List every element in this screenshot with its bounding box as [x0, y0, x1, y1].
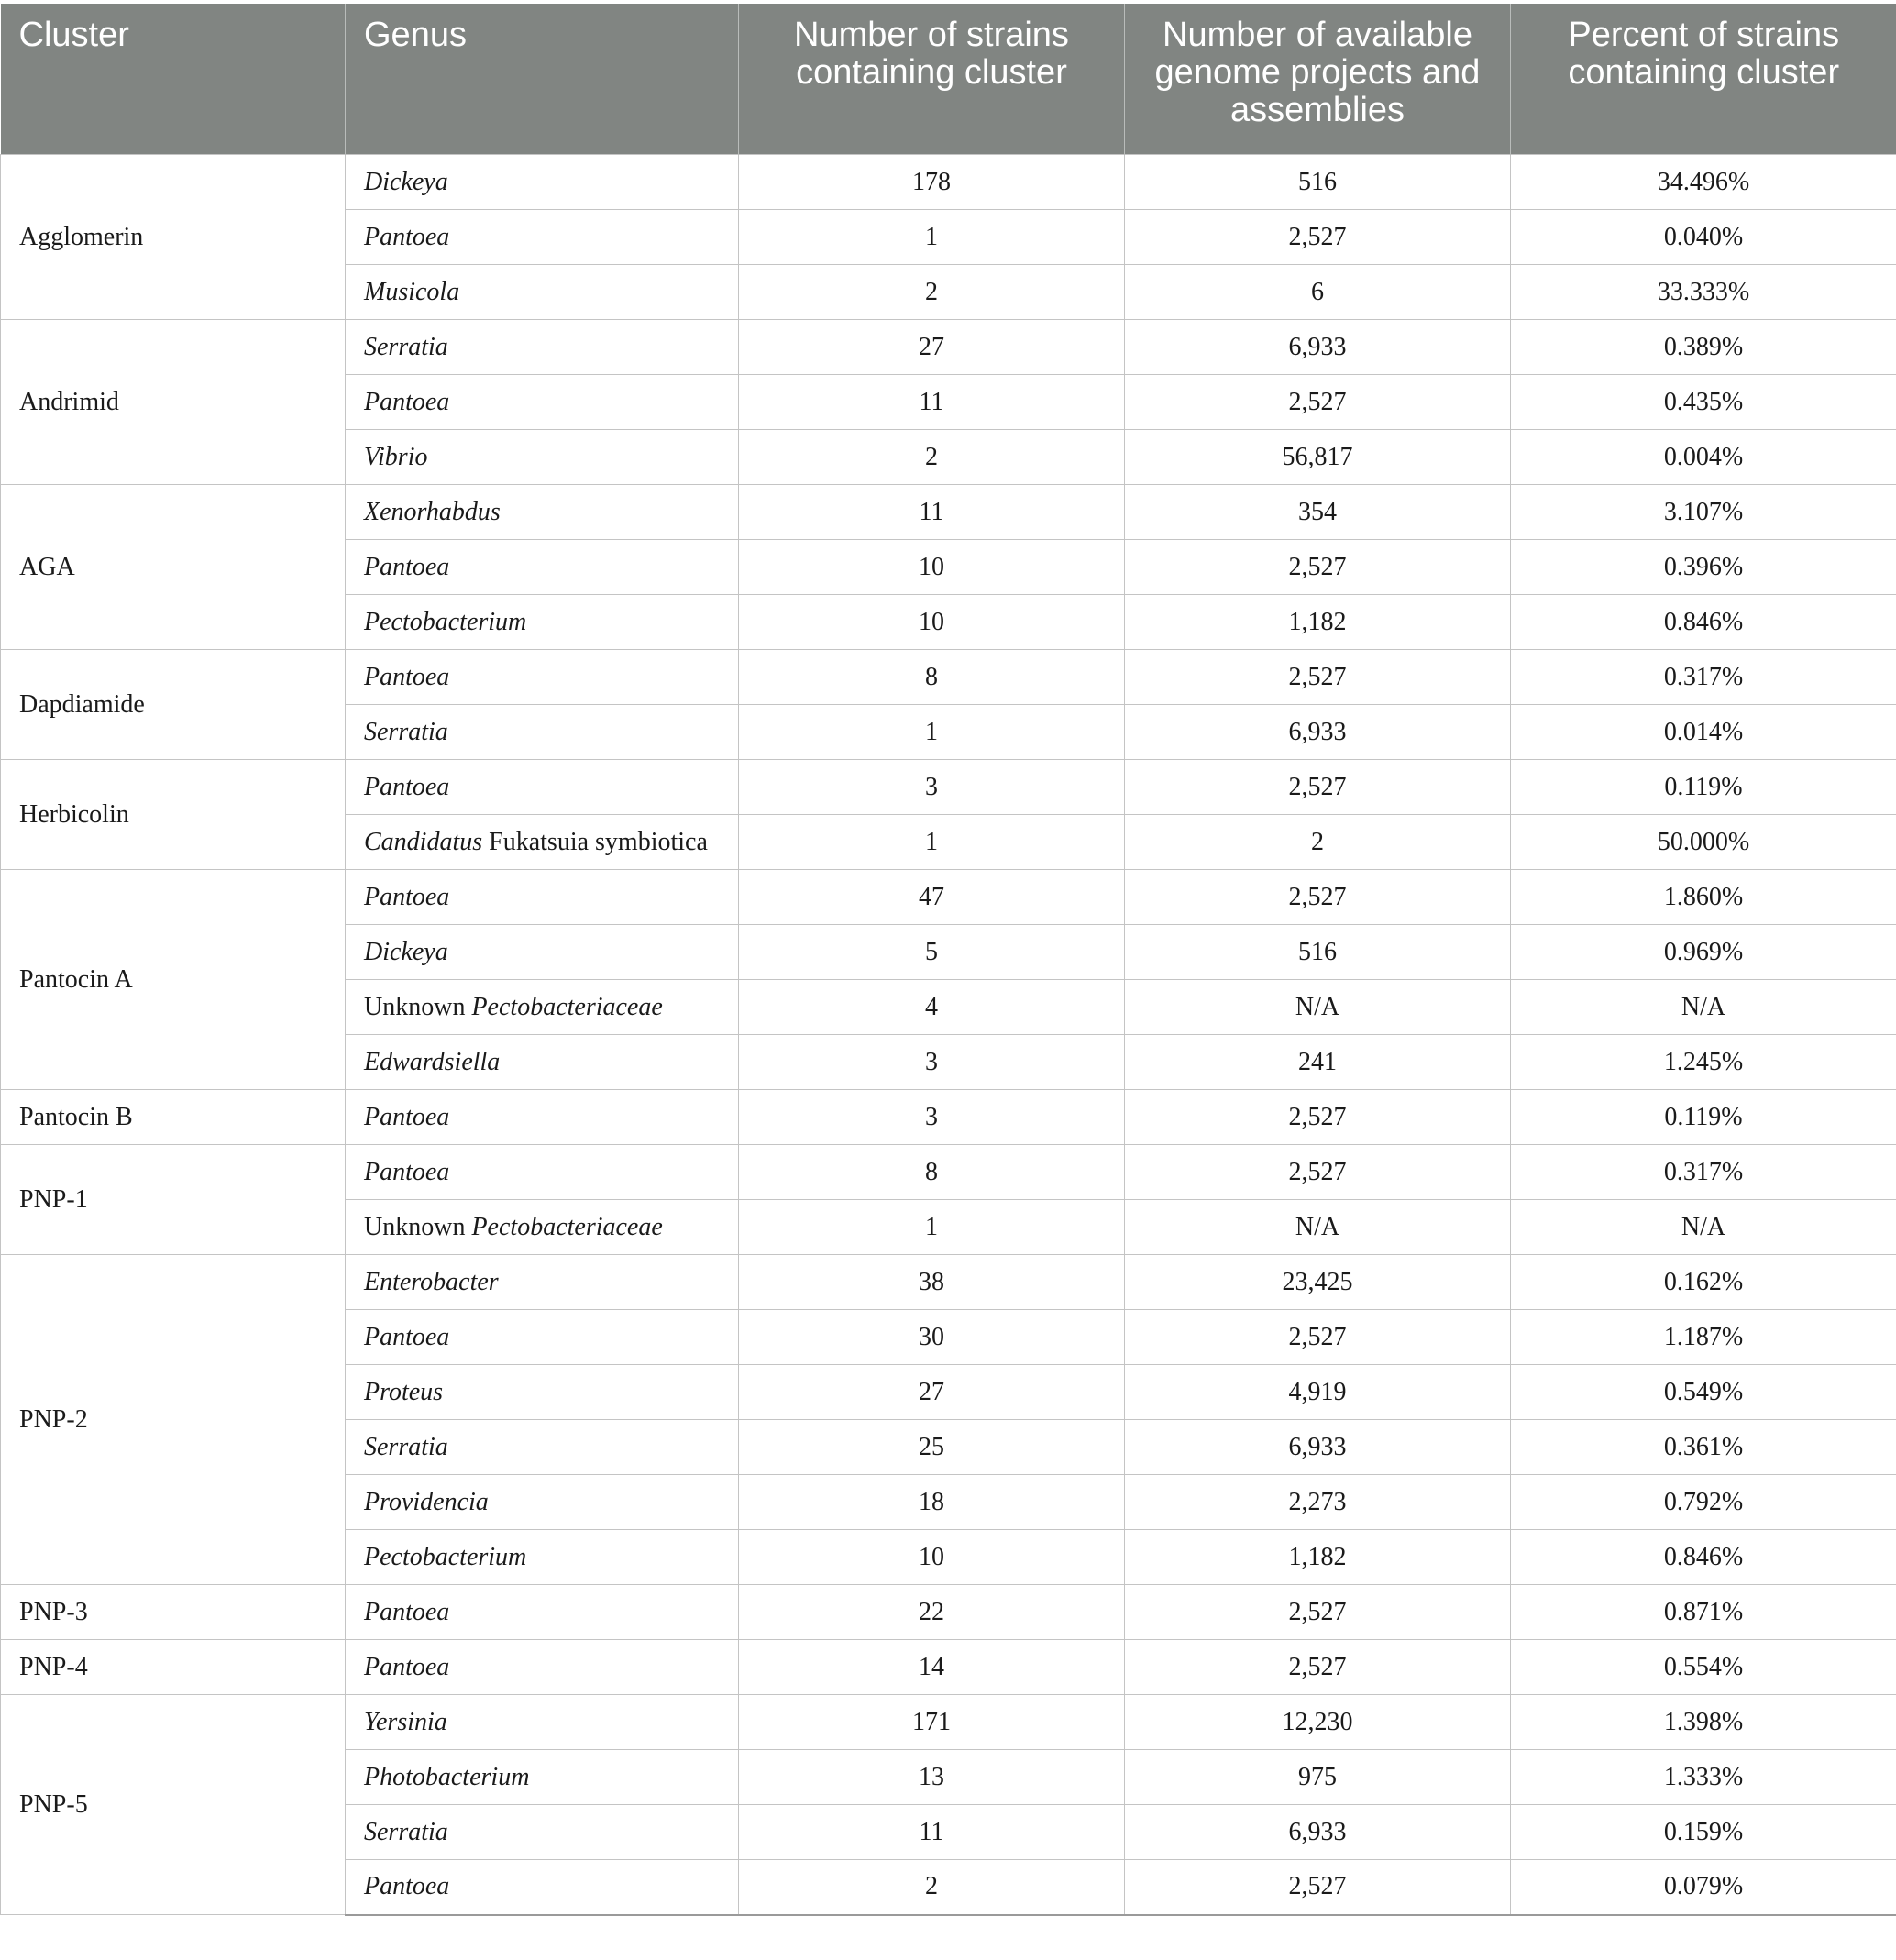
strains-cell: 25	[739, 1420, 1125, 1475]
cluster-name-cell: PNP-2	[1, 1255, 346, 1585]
percent-cell: 0.549%	[1511, 1365, 1896, 1420]
genus-italic: Enterobacter	[364, 1267, 499, 1296]
genus-cell	[346, 815, 739, 870]
percent-cell: 1.187%	[1511, 1310, 1896, 1365]
genomes-cell: 2,527	[1125, 1640, 1511, 1695]
percent-cell: 0.014%	[1511, 705, 1896, 760]
percent-cell: N/A	[1511, 980, 1896, 1035]
genomes-cell: N/A	[1125, 1200, 1511, 1255]
genomes-cell: 516	[1125, 155, 1511, 210]
genus-cell	[346, 595, 739, 650]
genus-italic: Pantoea	[364, 552, 450, 581]
strains-cell: 47	[739, 870, 1125, 925]
percent-cell: 0.162%	[1511, 1255, 1896, 1310]
genus-italic: Serratia	[364, 717, 448, 746]
genomes-cell: 6,933	[1125, 1420, 1511, 1475]
header-genus: Genus	[346, 4, 739, 155]
table-header	[1, 4, 1896, 155]
percent-cell: 0.846%	[1511, 1530, 1896, 1585]
genus-cell	[346, 210, 739, 265]
percent-cell: 0.969%	[1511, 925, 1896, 980]
strains-cell: 3	[739, 760, 1125, 815]
genus-italic: Pantoea	[364, 222, 450, 251]
percent-cell: 0.079%	[1511, 1860, 1896, 1915]
genomes-cell: 2,527	[1125, 375, 1511, 430]
genomes-cell: 2,527	[1125, 1310, 1511, 1365]
strains-cell: 10	[739, 595, 1125, 650]
percent-cell: 1.245%	[1511, 1035, 1896, 1090]
percent-cell: 0.119%	[1511, 760, 1896, 815]
genomes-cell: 2	[1125, 815, 1511, 870]
cluster-name-cell: PNP-1	[1, 1145, 346, 1255]
genus-italic: Proteus	[364, 1377, 444, 1406]
genus-italic: Pantoea	[364, 772, 450, 801]
genus-suffix: Fukatsuia symbiotica	[482, 827, 708, 856]
strains-cell: 10	[739, 1530, 1125, 1585]
strains-cell: 3	[739, 1090, 1125, 1145]
genus-italic: Pantoea	[364, 1322, 450, 1351]
genus-italic: Pantoea	[364, 1652, 450, 1681]
genomes-cell: 2,273	[1125, 1475, 1511, 1530]
percent-cell: 34.496%	[1511, 155, 1896, 210]
header-strains: Number of strains containing cluster	[739, 4, 1125, 155]
genus-cell	[346, 980, 739, 1035]
genomes-cell: 56,817	[1125, 430, 1511, 485]
genus-cell	[346, 925, 739, 980]
cluster-name-cell: Pantocin B	[1, 1090, 346, 1145]
strains-cell: 11	[739, 1805, 1125, 1860]
strains-cell: 18	[739, 1475, 1125, 1530]
header-percent: Percent of strains containing cluster	[1511, 4, 1896, 155]
genus-cell	[346, 1145, 739, 1200]
genus-italic: Pantoea	[364, 387, 450, 416]
genomes-cell: 516	[1125, 925, 1511, 980]
strains-cell: 11	[739, 485, 1125, 540]
genus-italic: Pantoea	[364, 662, 450, 691]
genomes-cell: 2,527	[1125, 650, 1511, 705]
percent-cell: 1.398%	[1511, 1695, 1896, 1750]
genus-cell	[346, 1310, 739, 1365]
strains-cell: 1	[739, 815, 1125, 870]
percent-cell: 0.004%	[1511, 430, 1896, 485]
strains-cell: 27	[739, 1365, 1125, 1420]
genomes-cell: 2,527	[1125, 540, 1511, 595]
strains-cell: 13	[739, 1750, 1125, 1805]
genomes-cell: 2,527	[1125, 1090, 1511, 1145]
strains-cell: 1	[739, 1200, 1125, 1255]
genomes-cell: 2,527	[1125, 870, 1511, 925]
percent-cell: 3.107%	[1511, 485, 1896, 540]
strains-cell: 3	[739, 1035, 1125, 1090]
percent-cell: 0.435%	[1511, 375, 1896, 430]
table-row	[1, 1585, 1896, 1640]
cluster-name-cell: Herbicolin	[1, 760, 346, 870]
genus-italic: Pectobacterium	[364, 1542, 527, 1571]
percent-cell: 0.396%	[1511, 540, 1896, 595]
strains-cell: 14	[739, 1640, 1125, 1695]
genus-cell	[346, 1365, 739, 1420]
table-row	[1, 1640, 1896, 1695]
genomes-cell: 6,933	[1125, 705, 1511, 760]
genus-italic: Pantoea	[364, 1597, 450, 1626]
strains-cell: 5	[739, 925, 1125, 980]
percent-cell: 0.389%	[1511, 320, 1896, 375]
genomes-cell: 23,425	[1125, 1255, 1511, 1310]
genomes-cell: N/A	[1125, 980, 1511, 1035]
genus-cell	[346, 1255, 739, 1310]
cluster-name-cell: PNP-4	[1, 1640, 346, 1695]
genus-cell	[346, 870, 739, 925]
genus-italic: Musicola	[364, 277, 460, 306]
genus-cell	[346, 375, 739, 430]
table-row	[1, 320, 1896, 375]
genus-cell	[346, 1805, 739, 1860]
percent-cell: 0.554%	[1511, 1640, 1896, 1695]
strains-cell: 8	[739, 650, 1125, 705]
percent-cell: 0.317%	[1511, 650, 1896, 705]
genus-cell	[346, 1640, 739, 1695]
genus-italic: Pantoea	[364, 882, 450, 911]
table-row	[1, 485, 1896, 540]
strains-cell: 10	[739, 540, 1125, 595]
strains-cell: 11	[739, 375, 1125, 430]
strains-cell: 171	[739, 1695, 1125, 1750]
percent-cell: 33.333%	[1511, 265, 1896, 320]
genus-cell	[346, 1750, 739, 1805]
genus-italic: Dickeya	[364, 167, 448, 196]
genus-cell	[346, 1530, 739, 1585]
percent-cell: 0.317%	[1511, 1145, 1896, 1200]
percent-cell: 0.361%	[1511, 1420, 1896, 1475]
genus-cell	[346, 155, 739, 210]
genus-italic: Pantoea	[364, 1102, 450, 1131]
genus-cell	[346, 705, 739, 760]
genus-cell	[346, 540, 739, 595]
percent-cell: 0.159%	[1511, 1805, 1896, 1860]
genus-cell	[346, 1090, 739, 1145]
strains-cell: 8	[739, 1145, 1125, 1200]
genus-italic: Edwardsiella	[364, 1047, 501, 1076]
genomes-cell: 4,919	[1125, 1365, 1511, 1420]
genomes-cell: 2,527	[1125, 1585, 1511, 1640]
percent-cell: 0.792%	[1511, 1475, 1896, 1530]
genomes-cell: 2,527	[1125, 210, 1511, 265]
header-cluster: Cluster	[1, 4, 346, 155]
genus-italic: Dickeya	[364, 937, 448, 966]
percent-cell: 0.871%	[1511, 1585, 1896, 1640]
genus-italic: Candidatus	[364, 827, 483, 856]
genus-cell	[346, 1695, 739, 1750]
genus-italic: Serratia	[364, 1432, 448, 1461]
strains-cell: 2	[739, 265, 1125, 320]
cluster-name-cell: Pantocin A	[1, 870, 346, 1090]
percent-cell: N/A	[1511, 1200, 1896, 1255]
table-row	[1, 1090, 1896, 1145]
cluster-name-cell: Agglomerin	[1, 155, 346, 320]
genomes-cell: 975	[1125, 1750, 1511, 1805]
cluster-name-cell: PNP-3	[1, 1585, 346, 1640]
genus-cell	[346, 1420, 739, 1475]
table-body	[1, 155, 1896, 1915]
genus-cell	[346, 430, 739, 485]
genus-cell	[346, 485, 739, 540]
percent-cell: 1.860%	[1511, 870, 1896, 925]
strains-cell: 2	[739, 430, 1125, 485]
genomes-cell: 6	[1125, 265, 1511, 320]
genus-cell	[346, 1585, 739, 1640]
strains-cell: 2	[739, 1860, 1125, 1915]
genus-italic: Serratia	[364, 332, 448, 361]
genus-italic: Pectobacterium	[364, 607, 527, 636]
genus-cell	[346, 1475, 739, 1530]
header-row	[1, 4, 1896, 155]
genomes-cell: 6,933	[1125, 320, 1511, 375]
genus-cell	[346, 1035, 739, 1090]
genomes-cell: 241	[1125, 1035, 1511, 1090]
table-row	[1, 650, 1896, 705]
genus-italic: Pectobacteriaceae	[471, 992, 663, 1021]
genus-italic: Serratia	[364, 1817, 448, 1846]
genomes-cell: 2,527	[1125, 760, 1511, 815]
genus-cell	[346, 1860, 739, 1915]
table-row	[1, 870, 1896, 925]
cluster-table	[0, 4, 1896, 1916]
table-row	[1, 1145, 1896, 1200]
table-row	[1, 1695, 1896, 1750]
strains-cell: 27	[739, 320, 1125, 375]
table-row	[1, 760, 1896, 815]
strains-cell: 178	[739, 155, 1125, 210]
cluster-name-cell: Andrimid	[1, 320, 346, 485]
percent-cell: 0.119%	[1511, 1090, 1896, 1145]
header-genomes: Number of available genome projects and assemblies	[1125, 4, 1511, 155]
strains-cell: 1	[739, 705, 1125, 760]
genomes-cell: 1,182	[1125, 1530, 1511, 1585]
genus-italic: Providencia	[364, 1487, 489, 1516]
genus-cell	[346, 1200, 739, 1255]
strains-cell: 4	[739, 980, 1125, 1035]
genus-italic: Xenorhabdus	[364, 497, 501, 526]
genus-italic: Pantoea	[364, 1872, 450, 1901]
genomes-cell: 12,230	[1125, 1695, 1511, 1750]
genomes-cell: 2,527	[1125, 1860, 1511, 1915]
percent-cell: 0.846%	[1511, 595, 1896, 650]
genus-cell	[346, 760, 739, 815]
cluster-name-cell: PNP-5	[1, 1695, 346, 1915]
strains-cell: 1	[739, 210, 1125, 265]
genomes-cell: 2,527	[1125, 1145, 1511, 1200]
strains-cell: 38	[739, 1255, 1125, 1310]
genus-italic: Vibrio	[364, 442, 428, 471]
cluster-name-cell: Dapdiamide	[1, 650, 346, 760]
genomes-cell: 6,933	[1125, 1805, 1511, 1860]
strains-cell: 22	[739, 1585, 1125, 1640]
genus-cell	[346, 265, 739, 320]
genus-italic: Pectobacteriaceae	[471, 1212, 663, 1241]
genomes-cell: 1,182	[1125, 595, 1511, 650]
genus-cell	[346, 320, 739, 375]
genus-cell	[346, 650, 739, 705]
table-row	[1, 1255, 1896, 1310]
cluster-name-cell: AGA	[1, 485, 346, 650]
genus-prefix: Unknown	[364, 992, 472, 1021]
genomes-cell: 354	[1125, 485, 1511, 540]
strains-cell: 30	[739, 1310, 1125, 1365]
genus-italic: Pantoea	[364, 1157, 450, 1186]
genus-italic: Photobacterium	[364, 1762, 530, 1791]
table-row	[1, 155, 1896, 210]
percent-cell: 50.000%	[1511, 815, 1896, 870]
genus-prefix: Unknown	[364, 1212, 472, 1241]
percent-cell: 0.040%	[1511, 210, 1896, 265]
percent-cell: 1.333%	[1511, 1750, 1896, 1805]
genus-italic: Yersinia	[364, 1707, 447, 1736]
